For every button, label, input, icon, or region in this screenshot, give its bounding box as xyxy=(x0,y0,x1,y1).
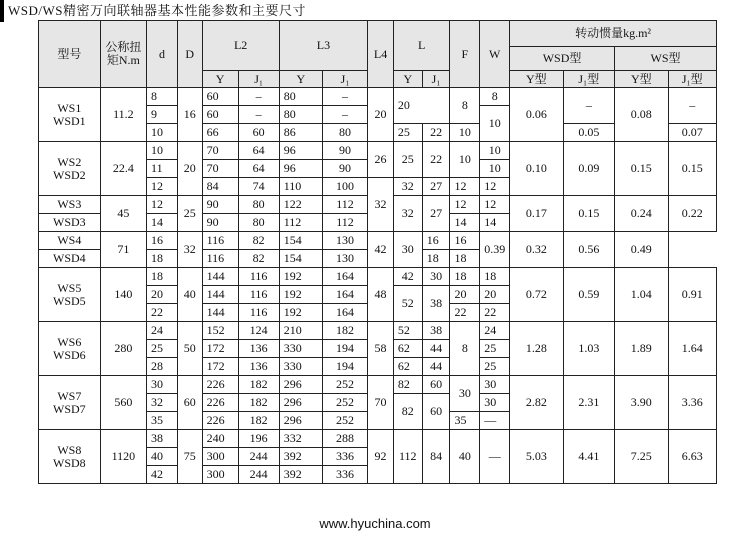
L2-J1-cell: 136 xyxy=(238,358,279,376)
torque-cell: 71 xyxy=(100,232,146,268)
L4-cell: 48 xyxy=(368,268,394,322)
F-cell: 14 xyxy=(450,214,480,232)
L-J1-cell: 30 xyxy=(422,268,450,286)
L3-J1-cell: 90 xyxy=(322,160,367,178)
title-marker xyxy=(0,0,4,22)
L2-J1-cell: 136 xyxy=(238,340,279,358)
header-L2: L2 xyxy=(202,21,279,71)
W-cell: 14 xyxy=(480,214,510,232)
header-ws-Y-type: Y型 xyxy=(615,71,668,88)
ws-Y-cell: 3.90 xyxy=(615,376,668,430)
wsd-J1-cell: 0.09 xyxy=(563,142,614,196)
L-cell: 20 xyxy=(393,88,450,124)
L2-Y-cell: 66 xyxy=(202,124,238,142)
page-title: WSD/WS精密万向联轴器基本性能参数和主要尺寸 xyxy=(8,3,307,18)
W-cell: 18 xyxy=(480,268,510,286)
model-ws: WS1 xyxy=(57,100,82,115)
W-cell: 18 xyxy=(450,250,480,268)
ws-J1-cell: 6.63 xyxy=(668,430,716,484)
F-cell: 10 xyxy=(450,124,480,142)
L-Y-cell: 62 xyxy=(393,358,422,376)
L4-cell: 92 xyxy=(368,430,394,484)
table-row xyxy=(39,376,717,394)
L-Y-cell: 32 xyxy=(393,196,422,232)
ws-J1-cell: 1.64 xyxy=(668,322,716,376)
L3-J1-cell: 112 xyxy=(322,214,367,232)
header-L3-Y: Y xyxy=(279,71,322,88)
d-cell: 8 xyxy=(147,88,178,106)
L2-Y-cell: 172 xyxy=(202,358,238,376)
ws-J1-cell: 0.49 xyxy=(615,232,668,268)
header-wsd-Y-type: Y型 xyxy=(510,71,563,88)
header-L3-J1: J₁ xyxy=(322,71,367,88)
W-cell: 30 xyxy=(480,394,510,412)
L3-J1-cell: 164 xyxy=(322,268,367,286)
header-L-Y: Y xyxy=(393,71,422,88)
L3-J1-cell: 164 xyxy=(322,304,367,322)
L3-Y-cell: 192 xyxy=(279,268,322,286)
L2-Y-cell: 60 xyxy=(202,88,238,106)
ws-J1-cell: 0.15 xyxy=(668,142,716,196)
F-cell: 16 xyxy=(422,232,450,250)
L-J1-cell: 22 xyxy=(422,142,450,178)
d-cell: 42 xyxy=(147,466,178,484)
header-L2-Y: Y xyxy=(202,71,238,88)
L3-Y-cell: 330 xyxy=(279,358,322,376)
ws-J1-cell: 0.07 xyxy=(668,124,716,142)
ws-J1-cell: 0.91 xyxy=(668,268,716,322)
L-Y-cell: 42 xyxy=(393,268,422,286)
d-cell: 9 xyxy=(147,106,178,124)
L2-J1-cell: 116 xyxy=(238,268,279,286)
L-J1-cell: 44 xyxy=(422,358,450,376)
L-J1-cell: 22 xyxy=(422,124,450,142)
L4-cell: 32 xyxy=(368,178,394,232)
L2-J1-cell: 74 xyxy=(238,178,279,196)
W-cell: 20 xyxy=(480,286,510,304)
model-cell: WSD3 xyxy=(39,214,101,232)
L3-J1-cell: 194 xyxy=(322,358,367,376)
L2-Y-cell: 116 xyxy=(202,232,238,250)
L3-J1-cell: 336 xyxy=(322,466,367,484)
W-cell: –– xyxy=(480,412,510,430)
F-cell: 8 xyxy=(450,322,480,376)
L3-Y-cell: 296 xyxy=(279,394,322,412)
D-cell: 75 xyxy=(177,430,202,484)
F-cell: 12 xyxy=(450,196,480,214)
L2-Y-cell: 144 xyxy=(202,268,238,286)
model-ws: WS7 xyxy=(57,388,82,403)
L-Y-cell: 82 xyxy=(393,376,422,394)
d-cell: 12 xyxy=(147,178,178,196)
L3-Y-cell: 96 xyxy=(279,160,322,178)
W-cell: 22 xyxy=(480,304,510,322)
torque-cell: 11.2 xyxy=(100,88,146,142)
L4-cell: 26 xyxy=(368,142,394,178)
wsd-J1-cell: 0.32 xyxy=(510,232,563,268)
wsd-Y-cell: 5.03 xyxy=(510,430,563,484)
L2-J1-cell: 64 xyxy=(238,142,279,160)
L2-Y-cell: 152 xyxy=(202,322,238,340)
L-J1-cell: 27 xyxy=(422,196,450,232)
d-cell: 20 xyxy=(147,286,178,304)
L2-J1-cell: 244 xyxy=(238,466,279,484)
F-cell: 35 xyxy=(450,412,480,430)
header-ws-J1-type: J₁型 xyxy=(668,71,716,88)
W-cell: 12 xyxy=(480,196,510,214)
L3-Y-cell: 96 xyxy=(279,142,322,160)
L2-Y-cell: 70 xyxy=(202,160,238,178)
L2-J1-cell: 80 xyxy=(238,214,279,232)
L2-Y-cell: 116 xyxy=(202,250,238,268)
d-cell: 30 xyxy=(147,376,178,394)
wsd-J1-cell: 0.59 xyxy=(563,268,614,322)
F-cell: 20 xyxy=(450,286,480,304)
ws-J1-cell: 0.22 xyxy=(668,196,716,232)
L3-J1-cell: 182 xyxy=(322,322,367,340)
L-Y-cell: 25 xyxy=(393,124,422,142)
L-Y-cell: 52 xyxy=(393,322,422,340)
L2-Y-cell: 226 xyxy=(202,376,238,394)
L-J1-cell: 60 xyxy=(422,394,450,430)
model-wsd: WSD7 xyxy=(53,401,86,416)
header-inertia: 转动惯量kg.m² xyxy=(510,21,717,47)
D-cell: 20 xyxy=(177,142,202,196)
L2-J1-cell: 80 xyxy=(238,196,279,214)
L3-Y-cell: 122 xyxy=(279,196,322,214)
ws-Y-cell: 1.04 xyxy=(615,268,668,322)
d-cell: 40 xyxy=(147,448,178,466)
table-row xyxy=(39,88,717,106)
model-cell: WS3 xyxy=(39,196,101,214)
ws-Y-cell: 0.15 xyxy=(615,142,668,196)
header-L3: L3 xyxy=(279,21,367,71)
model-wsd: WSD5 xyxy=(53,293,86,308)
ws-Y-cell: 7.25 xyxy=(615,430,668,484)
header-W: W xyxy=(480,21,510,88)
L2-Y-cell: 172 xyxy=(202,340,238,358)
L2-J1-cell: 116 xyxy=(238,304,279,322)
torque-cell: 140 xyxy=(100,268,146,322)
F-cell: 12 xyxy=(450,178,480,196)
L3-J1-cell: – xyxy=(322,88,367,106)
L-Y-cell: 25 xyxy=(393,142,422,178)
D-cell: 16 xyxy=(177,88,202,142)
L2-Y-cell: 226 xyxy=(202,412,238,430)
L-J1-cell: 60 xyxy=(422,376,450,394)
D-cell: 40 xyxy=(177,268,202,322)
L3-J1-cell: 336 xyxy=(322,448,367,466)
L2-J1-cell: 244 xyxy=(238,448,279,466)
wsd-Y-cell: 1.28 xyxy=(510,322,563,376)
W-cell: 16 xyxy=(450,232,480,250)
D-cell: 60 xyxy=(177,376,202,430)
L-Y-cell: 112 xyxy=(393,430,422,484)
header-L4: L4 xyxy=(368,21,394,88)
model-wsd: WSD6 xyxy=(53,347,86,362)
L3-J1-cell: 252 xyxy=(322,394,367,412)
L3-J1-cell: 90 xyxy=(322,142,367,160)
model-wsd: WSD2 xyxy=(53,167,86,182)
L3-J1-cell: 130 xyxy=(322,250,367,268)
header-ws-type: WS型 xyxy=(615,47,717,71)
W-cell: 30 xyxy=(480,376,510,394)
L-J1-cell: 30 xyxy=(393,232,422,268)
L3-J1-cell: 288 xyxy=(322,430,367,448)
L3-Y-cell: 80 xyxy=(279,106,322,124)
model-wsd: WSD8 xyxy=(53,455,86,470)
L3-Y-cell: 332 xyxy=(279,430,322,448)
model-cell xyxy=(39,322,101,376)
L2-J1-cell: 182 xyxy=(238,394,279,412)
model-cell: WSD4 xyxy=(39,250,101,268)
wsd-J1-cell: – xyxy=(563,88,614,124)
header-wsd-type: WSD型 xyxy=(510,47,615,71)
W-cell: 10 xyxy=(480,106,510,142)
L2-Y-cell: 226 xyxy=(202,394,238,412)
wsd-J1-cell: 4.41 xyxy=(563,430,614,484)
L2-Y-cell: 240 xyxy=(202,430,238,448)
W-cell: 25 xyxy=(480,340,510,358)
d-cell: 14 xyxy=(147,214,178,232)
ws-Y-cell: 0.56 xyxy=(563,232,614,268)
header-torque xyxy=(100,21,146,88)
d-cell: 38 xyxy=(147,430,178,448)
header-L-J1: J₁ xyxy=(422,71,450,88)
torque-cell: 280 xyxy=(100,322,146,376)
W-cell: –– xyxy=(480,430,510,484)
W-cell: 12 xyxy=(480,178,510,196)
d-cell: 16 xyxy=(147,232,178,250)
torque-cell: 45 xyxy=(100,196,146,232)
model-ws: WS5 xyxy=(57,280,82,295)
model-cell xyxy=(39,142,101,196)
wsd-J1-cell: 0.05 xyxy=(563,124,614,142)
L3-Y-cell: 392 xyxy=(279,466,322,484)
L2-J1-cell: 116 xyxy=(238,286,279,304)
table-row xyxy=(39,322,717,340)
ws-J1-cell: – xyxy=(668,88,716,124)
model-ws: WS2 xyxy=(57,154,82,169)
L3-J1-cell: – xyxy=(322,106,367,124)
ws-Y-cell: 1.89 xyxy=(615,322,668,376)
L3-Y-cell: 192 xyxy=(279,304,322,322)
L2-Y-cell: 144 xyxy=(202,286,238,304)
d-cell: 32 xyxy=(147,394,178,412)
model-cell xyxy=(39,430,101,484)
torque-cell: 1120 xyxy=(100,430,146,484)
L2-Y-cell: 90 xyxy=(202,214,238,232)
L2-J1-cell: 60 xyxy=(238,124,279,142)
header-torque-line1: 公称扭 xyxy=(105,40,142,55)
header-d: d xyxy=(147,21,178,88)
L3-J1-cell: 112 xyxy=(322,196,367,214)
d-cell: 18 xyxy=(147,268,178,286)
L3-Y-cell: 296 xyxy=(279,376,322,394)
d-cell: 11 xyxy=(147,160,178,178)
header-D: D xyxy=(177,21,202,88)
ws-Y-cell: 0.08 xyxy=(615,88,668,142)
wsd-Y-cell: 0.72 xyxy=(510,268,563,322)
coupling-spec-table xyxy=(38,20,717,484)
d-cell: 10 xyxy=(147,142,178,160)
wsd-Y-cell: 0.17 xyxy=(510,196,563,232)
d-cell: 24 xyxy=(147,322,178,340)
d-cell: 10 xyxy=(147,124,178,142)
L3-J1-cell: 100 xyxy=(322,178,367,196)
model-wsd: WSD1 xyxy=(53,113,86,128)
model-ws: WS8 xyxy=(57,442,82,457)
model-ws: WS6 xyxy=(57,334,82,349)
L3-J1-cell: 164 xyxy=(322,286,367,304)
wsd-J1-cell: 1.03 xyxy=(563,322,614,376)
d-cell: 25 xyxy=(147,340,178,358)
L2-J1-cell: 182 xyxy=(238,376,279,394)
F-cell: 18 xyxy=(422,250,450,268)
L2-Y-cell: 70 xyxy=(202,142,238,160)
L3-J1-cell: 130 xyxy=(322,232,367,250)
L-Y-cell: 62 xyxy=(393,340,422,358)
L3-Y-cell: 154 xyxy=(279,250,322,268)
L2-Y-cell: 84 xyxy=(202,178,238,196)
header-F: F xyxy=(450,21,480,88)
L4-cell: 58 xyxy=(368,322,394,376)
L3-J1-cell: 194 xyxy=(322,340,367,358)
L4-cell: 20 xyxy=(368,88,394,142)
ws-J1-cell: 3.36 xyxy=(668,376,716,430)
L3-J1-cell: 80 xyxy=(322,124,367,142)
L2-J1-cell: 64 xyxy=(238,160,279,178)
L-J1-cell: 27 xyxy=(422,178,450,196)
L-J1-cell: 84 xyxy=(422,430,450,484)
wsd-Y-cell: 0.10 xyxy=(510,142,563,196)
footer-url: www.hyuchina.com xyxy=(319,516,431,531)
table-row xyxy=(39,268,717,286)
L2-Y-cell: 300 xyxy=(202,466,238,484)
model-cell xyxy=(39,376,101,430)
L-J1-cell: 44 xyxy=(422,340,450,358)
model-cell xyxy=(39,88,101,142)
wsd-Y-cell: 0.06 xyxy=(510,88,563,142)
L2-Y-cell: 90 xyxy=(202,196,238,214)
L-Y-cell: 82 xyxy=(393,394,422,430)
d-cell: 12 xyxy=(147,196,178,214)
F-cell: 8 xyxy=(450,88,480,124)
L-J1-cell: 38 xyxy=(422,286,450,322)
L2-Y-cell: 60 xyxy=(202,106,238,124)
W-cell: 24 xyxy=(480,322,510,340)
L2-J1-cell: 124 xyxy=(238,322,279,340)
W-cell: 8 xyxy=(480,88,510,106)
table-row xyxy=(39,232,717,250)
L3-Y-cell: 210 xyxy=(279,322,322,340)
L3-Y-cell: 80 xyxy=(279,88,322,106)
wsd-J1-cell: 0.15 xyxy=(563,196,614,232)
L-Y-cell: 52 xyxy=(393,286,422,322)
torque-cell: 22.4 xyxy=(100,142,146,196)
L3-Y-cell: 86 xyxy=(279,124,322,142)
W-cell: 25 xyxy=(480,358,510,376)
wsd-Y-cell: 2.82 xyxy=(510,376,563,430)
L2-Y-cell: 300 xyxy=(202,448,238,466)
L3-Y-cell: 112 xyxy=(279,214,322,232)
L3-Y-cell: 192 xyxy=(279,286,322,304)
W-cell: 10 xyxy=(480,142,510,160)
F-cell: 10 xyxy=(450,142,480,178)
wsd-Y-cell: 0.39 xyxy=(480,232,510,268)
table-row xyxy=(39,430,717,448)
D-cell: 32 xyxy=(177,232,202,268)
L2-J1-cell: – xyxy=(238,106,279,124)
header-L: L xyxy=(393,21,450,71)
L3-Y-cell: 296 xyxy=(279,412,322,430)
header-L2-J1: J₁ xyxy=(238,71,279,88)
d-cell: 22 xyxy=(147,304,178,322)
ws-Y-cell: 0.24 xyxy=(615,196,668,232)
D-cell: 25 xyxy=(177,196,202,232)
L3-Y-cell: 392 xyxy=(279,448,322,466)
F-cell: 22 xyxy=(450,304,480,322)
L2-J1-cell: 196 xyxy=(238,430,279,448)
L2-Y-cell: 144 xyxy=(202,304,238,322)
L3-Y-cell: 330 xyxy=(279,340,322,358)
L3-Y-cell: 110 xyxy=(279,178,322,196)
L2-J1-cell: 82 xyxy=(238,250,279,268)
W-cell: 10 xyxy=(480,160,510,178)
L2-J1-cell: – xyxy=(238,88,279,106)
L3-Y-cell: 154 xyxy=(279,232,322,250)
torque-cell: 560 xyxy=(100,376,146,430)
L3-J1-cell: 252 xyxy=(322,376,367,394)
table-row xyxy=(39,142,717,160)
model-cell: WS4 xyxy=(39,232,101,250)
D-cell: 50 xyxy=(177,322,202,376)
wsd-J1-cell: 2.31 xyxy=(563,376,614,430)
header-model: 型号 xyxy=(39,21,101,88)
header-torque-line2: 矩N.m xyxy=(106,53,140,67)
header-wsd-J1-type: J₁型 xyxy=(563,71,614,88)
L2-J1-cell: 182 xyxy=(238,412,279,430)
L2-J1-cell: 82 xyxy=(238,232,279,250)
L-Y-cell: 42 xyxy=(368,232,394,268)
model-cell xyxy=(39,268,101,322)
F-cell: 30 xyxy=(450,376,480,412)
d-cell: 28 xyxy=(147,358,178,376)
L3-J1-cell: 252 xyxy=(322,412,367,430)
L-Y-cell: 32 xyxy=(393,178,422,196)
F-cell: 40 xyxy=(450,430,480,484)
L4-cell: 70 xyxy=(368,376,394,430)
d-cell: 35 xyxy=(147,412,178,430)
d-cell: 18 xyxy=(147,250,178,268)
L-J1-cell: 38 xyxy=(422,322,450,340)
F-cell: 18 xyxy=(450,268,480,286)
